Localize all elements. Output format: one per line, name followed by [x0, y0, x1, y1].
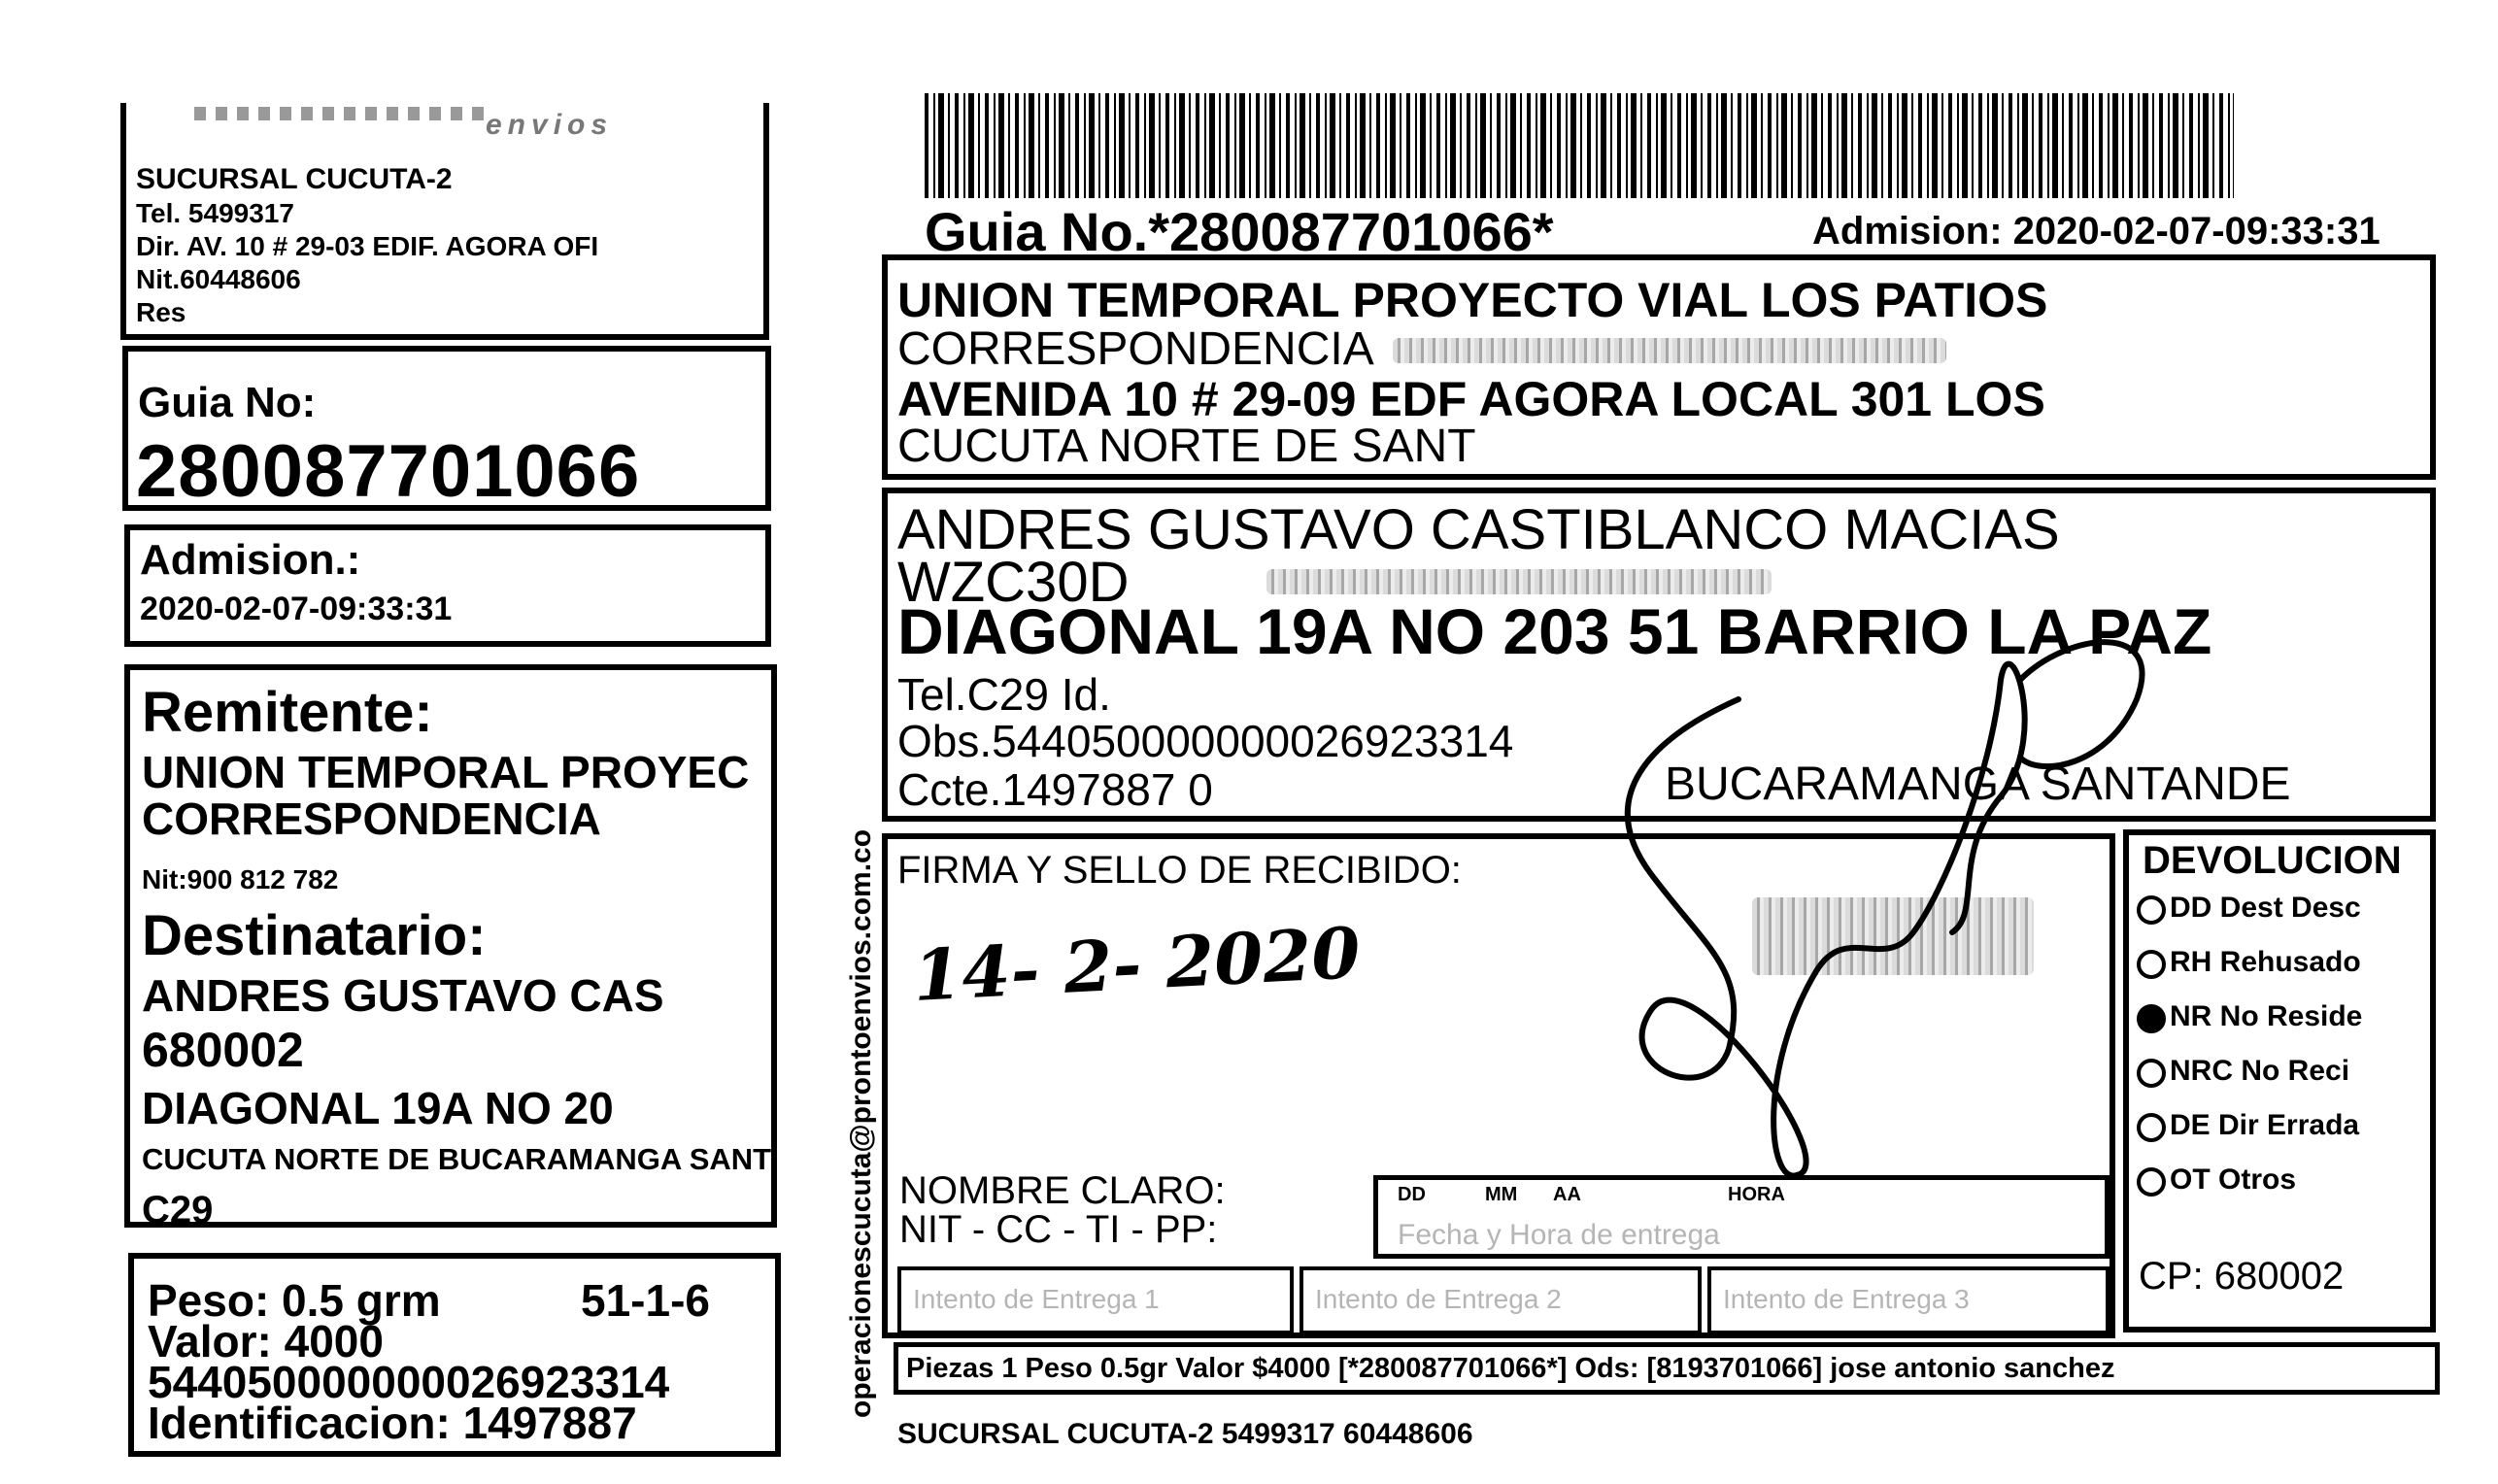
declared-value: Valor: 4000 [148, 1316, 384, 1366]
summary-box [894, 1342, 2440, 1395]
receipt-label: FIRMA Y SELLO DE RECIBIDO: [897, 849, 1462, 892]
attempt-2-box [1300, 1266, 1702, 1334]
sender-name: UNION TEMPORAL PROYEC [142, 747, 750, 797]
return-option-dd-radio[interactable] [2137, 895, 2166, 925]
delivery-hint: Fecha y Hora de entrega [1398, 1219, 1720, 1251]
branch-address: Dir. AV. 10 # 29-03 EDIF. AGORA OFI [136, 231, 599, 261]
main-sender-line2: CORRESPONDENCIA [897, 323, 1374, 375]
stamp-smudge [1752, 897, 2034, 975]
returns-cp: CP: 680002 [2139, 1255, 2345, 1298]
admission-label: Admision.: [140, 536, 361, 584]
identification: Identificacion: 1497887 [148, 1398, 637, 1448]
redacted-smudge-2 [1266, 569, 1772, 594]
attempt-1: Intento de Entrega 1 [913, 1284, 1160, 1314]
branch-nit: Nit.60448606 [136, 264, 301, 294]
return-option-nr-radio[interactable] [2137, 1004, 2166, 1033]
attempt-2: Intento de Entrega 2 [1315, 1284, 1562, 1314]
main-recipient-city: BUCARAMANGA SANTANDE [1665, 759, 2291, 810]
main-recipient-ccte: Ccte.1497887 0 [897, 764, 1213, 815]
return-option-dd: DD Dest Desc [2170, 892, 2361, 924]
main-recipient-line3: DIAGONAL 19A NO 203 51 BARRIO LA PAZ [897, 595, 2212, 667]
returns-title: DEVOLUCION [2143, 839, 2402, 882]
delivery-datetime-box [1373, 1175, 2110, 1259]
date-header-mm: MM [1485, 1184, 1518, 1205]
main-sender-box [882, 254, 2436, 480]
sender-label: Remitente: [142, 681, 433, 744]
main-recipient-line1: ANDRES GUSTAVO CASTIBLANCO MACIAS [897, 498, 2060, 561]
return-option-ot: OT Otros [2170, 1164, 2297, 1196]
main-sender-line1: UNION TEMPORAL PROYECTO VIAL LOS PATIOS [897, 273, 2048, 327]
attempt-3-box [1707, 1266, 2110, 1334]
attempt-1-box [897, 1266, 1294, 1334]
admission-box [124, 524, 771, 647]
weight: Peso: 0.5 grm [148, 1275, 441, 1326]
return-option-rh-radio[interactable] [2137, 950, 2166, 979]
logo-partial: envios [486, 109, 614, 141]
barcode [925, 93, 2234, 198]
logo-smudge [194, 107, 486, 120]
guide-label: Guia No: [138, 379, 317, 426]
return-option-rh: RH Rehusado [2170, 946, 2361, 978]
route-code: 51-1-6 [581, 1275, 710, 1326]
main-sender-line4: CUCUTA NORTE DE SANT [897, 421, 1476, 472]
recipient-name: ANDRES GUSTAVO CAS [142, 970, 664, 1021]
return-option-nrc-radio[interactable] [2137, 1059, 2166, 1088]
footer-branch: SUCURSAL CUCUTA-2 5499317 60448606 [897, 1418, 1473, 1450]
redacted-smudge [1393, 338, 1946, 363]
return-option-ot-radio[interactable] [2137, 1167, 2166, 1197]
clear-name-label: NOMBRE CLARO: [899, 1169, 1226, 1212]
return-option-de-radio[interactable] [2137, 1113, 2166, 1142]
summary-text: Piezas 1 Peso 0.5gr Valor $4000 [*280087701066*] Ods: [8193701066] jose antonio sanchez [906, 1353, 2115, 1384]
main-recipient-tel: Tel.C29 Id. [897, 669, 1111, 720]
admission-value: 2020-02-07-09:33:31 [140, 590, 453, 627]
recipient-zip: 680002 [142, 1023, 304, 1077]
date-header-dd: DD [1398, 1184, 1426, 1205]
returns-box [2123, 829, 2436, 1332]
id-types-label: NIT - CC - TI - PP: [899, 1208, 1218, 1251]
recipient-address: DIAGONAL 19A NO 20 [142, 1083, 614, 1133]
branch-header-box [120, 103, 769, 340]
vertical-email: operacionescucuta@prontoenvios.com.co [845, 828, 877, 1418]
sender-dept: CORRESPONDENCIA [142, 793, 601, 844]
main-guide-title: Guia No.*280087701066* [925, 201, 1554, 262]
main-recipient-obs: Obs.544050000000026923314 [897, 716, 1514, 766]
main-admission: Admision: 2020-02-07-09:33:31 [1812, 210, 2380, 253]
main-recipient-box [882, 488, 2436, 822]
recipient-cities: CUCUTA NORTE DE BUCARAMANGA SANT [142, 1142, 772, 1176]
sender-nit: Nit:900 812 782 [142, 864, 339, 894]
return-option-nr: NR No Reside [2170, 1000, 2363, 1032]
date-header-aa: AA [1553, 1184, 1581, 1205]
main-sender-line3: AVENIDA 10 # 29-09 EDF AGORA LOCAL 301 LOS [897, 372, 2045, 426]
recipient-code: C29 [142, 1189, 214, 1231]
guide-number: 280087701066 [136, 430, 641, 513]
branch-tel: Tel. 5499317 [136, 198, 294, 228]
weight-value-box [128, 1253, 781, 1457]
main-recipient-line2: WZC30D [897, 551, 1130, 614]
handwritten-date: 14- 2- 2020 [911, 911, 1363, 1017]
receipt-box [882, 833, 2115, 1338]
guide-number-box [122, 346, 771, 511]
return-option-de: DE Dir Errada [2170, 1109, 2360, 1141]
branch-name: SUCURSAL CUCUTA-2 [136, 163, 453, 195]
branch-res: Res [136, 297, 186, 327]
date-header-hora: HORA [1728, 1184, 1785, 1205]
attempt-3: Intento de Entrega 3 [1723, 1284, 1970, 1314]
sender-recipient-box [124, 664, 777, 1231]
reference-number: 544050000000026923314 [148, 1357, 670, 1407]
return-option-nrc: NRC No Reci [2170, 1055, 2350, 1087]
recipient-label: Destinatario: [142, 904, 487, 967]
